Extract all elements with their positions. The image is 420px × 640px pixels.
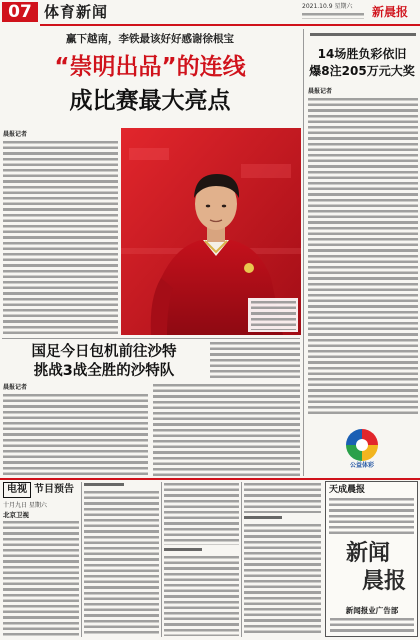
tv-guide-date: 十月九日 星期六 (3, 502, 47, 509)
tv-channel-header (164, 548, 202, 553)
tv-channel-header: 北京卫视 (3, 511, 29, 519)
photo-caption-text (251, 301, 296, 330)
lottery-kicker (310, 33, 416, 39)
publisher-contact-text (329, 498, 414, 536)
tv-schedule-list (84, 491, 159, 636)
lottery-headline-line2: 爆8注205万元大奖 (309, 64, 415, 78)
newspaper-logo: 新晨报 (372, 5, 409, 19)
lottery-body-text (308, 98, 418, 416)
tv-schedule-list (164, 483, 239, 545)
main-headline-black: 成比赛最大亮点 (69, 88, 231, 114)
tv-guide-title: 节目预告 (34, 484, 74, 495)
tv-channel-header (84, 483, 124, 488)
main-body-text (3, 141, 118, 334)
main-headline-red: “崇明出品”的连线 (54, 54, 246, 80)
main-kicker: 赢下越南，李铁最该好好感谢徐根宝 (66, 33, 234, 45)
second-headline-line1: 国足今日包机前往沙特 (31, 344, 177, 360)
lottery-byline: 晨报记者 (308, 88, 333, 95)
ad-contact-text (330, 618, 414, 634)
tv-schedule-list (164, 556, 239, 636)
tv-schedule-list (3, 521, 79, 636)
editor-credits (302, 13, 364, 19)
column-divider (241, 482, 242, 637)
tv-schedule-list (244, 483, 321, 513)
section-rule (0, 478, 420, 480)
brand-calligraphy-bottom: 晨报 (362, 568, 407, 594)
column-divider (161, 482, 162, 637)
tv-guide-tag: 电视 (3, 482, 31, 498)
lottery-logo-label: 公益体彩 (349, 462, 374, 469)
info-box-header: 天成晨报 (329, 485, 366, 495)
ad-department: 新闻报业广告部 (345, 606, 399, 615)
column-divider (303, 29, 304, 476)
second-body-text (3, 394, 148, 476)
tv-schedule-list (244, 524, 321, 636)
second-headline-line2: 挑战3战全胜的沙特队 (33, 363, 175, 379)
brand-calligraphy-top: 新闻 (346, 540, 391, 566)
lottery-headline-line1: 14场胜负彩依旧 (317, 47, 407, 61)
header-rule (40, 24, 420, 26)
second-byline: 晨报记者 (3, 384, 28, 391)
main-byline: 晨报记者 (3, 131, 28, 138)
tv-channel-header (244, 516, 282, 521)
column-divider (81, 482, 82, 637)
page-number: 07 (2, 2, 38, 22)
second-body-text (153, 384, 300, 476)
second-body-text (210, 342, 300, 380)
issue-date: 2021.10.9 星期六 (302, 3, 353, 10)
section-title: 体育新闻 (44, 3, 109, 21)
divider (2, 338, 300, 339)
